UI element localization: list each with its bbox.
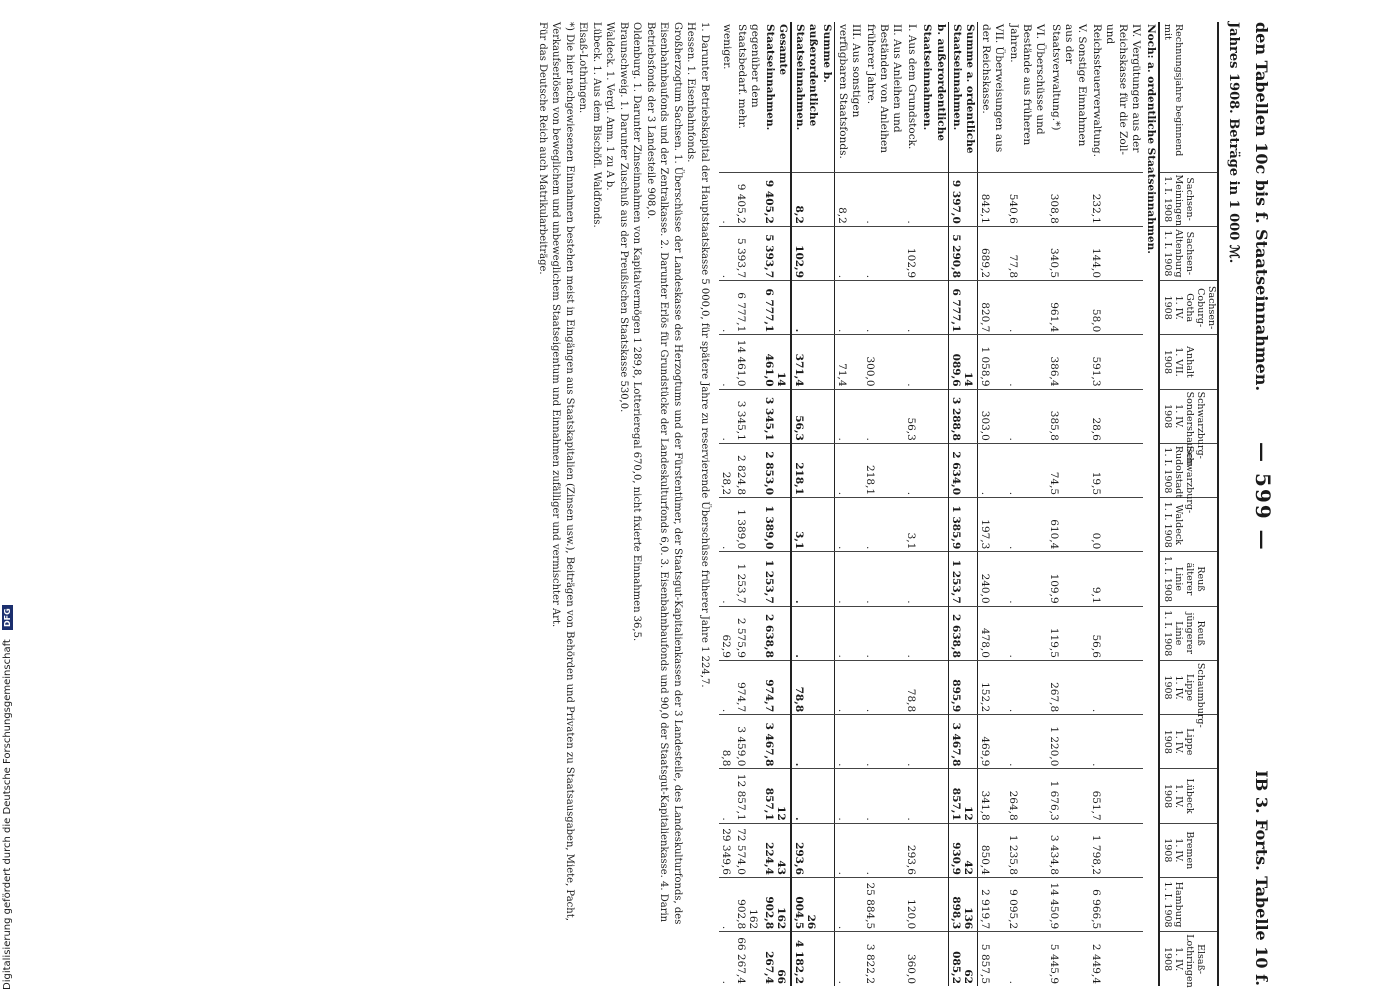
table-cell: [919, 606, 948, 660]
table-cell: 5 290,8: [948, 226, 977, 280]
table-cell: 540,6: [1006, 172, 1047, 226]
column-date: 1. IV. 1908: [1162, 404, 1185, 429]
table-cell: 3 288,8: [948, 389, 977, 443]
table-cell: 5 393,7: [734, 226, 762, 280]
footnote: Oldenburg. 1. Darunter Zinseinnahmen von Kapitalvermögen 1 289,8, Lotterieregal 670,0, nicht fixierte Einnahmen 36,5.: [631, 22, 643, 642]
column-header: [1159, 877, 1218, 931]
table-cell: 651,7: [1089, 769, 1144, 823]
table-cell: .: [719, 389, 734, 443]
table-cell: 478,0: [977, 606, 1006, 660]
table-cell: [919, 389, 948, 443]
table-cell: .: [791, 281, 834, 335]
column-header: [1159, 281, 1218, 335]
table-row: [904, 22, 919, 986]
row-label: b. außerordentliche Staatseinnahmen.: [921, 24, 947, 142]
table-cell: 232,1: [1089, 172, 1144, 226]
table-cell: 610,4: [1047, 498, 1088, 552]
table-cell: 2 638,8: [762, 606, 791, 660]
table-cell: 136 898,3: [948, 877, 977, 931]
table-cell: 12 857,1: [948, 769, 977, 823]
table-cell: 8,2: [791, 172, 834, 226]
table-cell: .: [791, 552, 834, 606]
table-cell: 3 822,2: [863, 932, 904, 986]
table-cell: 9 397,0: [948, 172, 977, 226]
column-date: 1. I. 1908: [1162, 176, 1174, 223]
table-cell: 1 253,7: [948, 552, 977, 606]
table-cell: 3 345,1: [734, 389, 762, 443]
table-cell: .: [863, 715, 904, 769]
table-cell: .: [791, 606, 834, 660]
table-cell: 340,5: [1047, 226, 1088, 280]
side-note-strip: [0, 0, 20, 1000]
table-cell: .: [834, 715, 863, 769]
table-cell: 19,5: [1089, 443, 1144, 497]
table-cell: 218,1: [863, 443, 904, 497]
table-cell: [919, 660, 948, 714]
header-right-title: IB 3. Forts. Tabelle 10 f.: [1252, 770, 1271, 986]
table-cell: .: [834, 660, 863, 714]
table-cell: .: [834, 552, 863, 606]
row-label: VI. Überschüsse und Bestände aus früheren Jahren.: [1008, 24, 1047, 146]
column-name: Bremen: [1184, 831, 1196, 870]
table-cell: 591,3: [1089, 335, 1144, 389]
table-cell: .: [863, 281, 904, 335]
table-cell: .: [719, 226, 734, 280]
table-cell: .: [719, 769, 734, 823]
table-cell: .: [1006, 281, 1047, 335]
table-cell: 14 450,9: [1047, 877, 1088, 931]
table-cell: 386,4: [1047, 335, 1088, 389]
table-cell: 3 467,8: [762, 715, 791, 769]
table-cell: 293,6: [791, 823, 834, 877]
table-cell: 1 798,2: [1089, 823, 1144, 877]
table-cell: 974,7: [734, 660, 762, 714]
table-cell: 28,6: [1089, 389, 1144, 443]
footnote: Lübeck. 1. Aus dem Bischöfl. Waldfonds.: [590, 22, 602, 228]
table-cell: [919, 226, 948, 280]
table-cell: 62 085,2: [948, 932, 977, 986]
table-cell: .: [719, 660, 734, 714]
table-cell: 9 405,2: [762, 172, 791, 226]
row-label: VII. Überweisungen aus der Reichskasse.: [979, 24, 1006, 153]
row-label: II. Aus Anleihen und Beständen von Anleihen früherer Jahre.: [864, 24, 904, 153]
column-name: Lippe: [1184, 728, 1196, 756]
table-cell: 1 385,9: [948, 498, 977, 552]
page-number: — 599 —: [1251, 442, 1275, 552]
column-header: [1159, 715, 1218, 769]
column-header: [1159, 932, 1218, 986]
table-cell: .: [863, 823, 904, 877]
table-cell: .: [719, 877, 734, 931]
table-cell: 14 461,0: [762, 335, 791, 389]
column-header: [1159, 660, 1218, 728]
table-cell: 842,1: [977, 172, 1006, 226]
table-cell: 1 253,7: [734, 552, 762, 606]
column-name: Hamburg: [1173, 881, 1185, 928]
table-cell: 6 777,1: [762, 281, 791, 335]
footnote: Elsaß-Lothringen.: [577, 22, 589, 114]
column-date: 1. I. 1908: [1162, 881, 1174, 928]
table-cell: 56,3: [791, 389, 834, 443]
table-cell: 385,8: [1047, 389, 1088, 443]
footnote: Für das Deutsche Reich auch Matrikularbeiträge.: [536, 22, 548, 275]
table-cell: .: [791, 769, 834, 823]
table-cell: 1 253,7: [762, 552, 791, 606]
column-header: [1159, 823, 1218, 877]
side-note-text: Digitalisierung gefördert durch die Deutsche Forschungsgemeinschaft: [2, 639, 13, 990]
table-cell: 1 058,9: [977, 335, 1006, 389]
column-name: Reuß jüngerer Linie: [1173, 612, 1207, 655]
table-cell: .: [863, 552, 904, 606]
table-cell: 5 857,5: [977, 932, 1006, 986]
footnote: Braunschweig. 1. Darunter Zuschuß aus der Preußischen Staatskasse 530,0.: [617, 22, 629, 413]
table-cell: 29 349,6: [719, 823, 734, 877]
table-cell: 119,5: [1047, 606, 1088, 660]
table-row: [863, 22, 904, 986]
table-cell: .: [791, 715, 834, 769]
table-cell: 3 459,0: [734, 715, 762, 769]
table-cell: 267,8: [1047, 660, 1088, 714]
table-row: [1006, 22, 1047, 986]
column-header: [1159, 769, 1218, 823]
table-cell: 58,0: [1089, 281, 1144, 335]
table-cell: 8,8: [719, 715, 734, 769]
table-cell: .: [1006, 660, 1047, 714]
table-cell: [919, 552, 948, 606]
table-cell: 6 777,1: [948, 281, 977, 335]
column-name: Waldeck: [1173, 504, 1185, 545]
table-cell: 77,8: [1006, 226, 1047, 280]
table-cell: [919, 443, 948, 497]
table-cell: 78,8: [904, 660, 919, 714]
table-cell: .: [863, 606, 904, 660]
table-cell: 0,0: [1089, 498, 1144, 552]
table-cell: 12 857,1: [762, 769, 791, 823]
table-cell: 72 574,0: [734, 823, 762, 877]
table-cell: 71,4: [834, 335, 863, 389]
table-cell: 2 449,4: [1089, 932, 1144, 986]
column-header: [1159, 172, 1218, 226]
table-cell: [919, 932, 948, 986]
table-cell: 162 902,8: [762, 877, 791, 931]
table-cell: 360,0: [904, 932, 919, 986]
column-name: Sachsen-Altenburg: [1173, 229, 1196, 278]
table-cell: 102,9: [904, 226, 919, 280]
table-row: [919, 22, 948, 986]
column-name: Schaumburg-Lippe: [1184, 662, 1207, 728]
table-cell: 293,6: [904, 823, 919, 877]
table-cell: 2 853,0: [762, 443, 791, 497]
table-cell: .: [904, 606, 919, 660]
header-left-title: den Tabellen 10c bis f. Staatseinnahmen.: [1252, 22, 1271, 392]
table-cell: [919, 769, 948, 823]
column-date: 1. I. 1908: [1162, 447, 1174, 494]
column-date: 1. I. 1908: [1162, 501, 1174, 548]
table-cell: .: [863, 226, 904, 280]
table-cell: [919, 877, 948, 931]
table-cell: .: [834, 769, 863, 823]
table-cell: [919, 498, 948, 552]
column-name: Schwarzburg-Rudolstadt: [1173, 445, 1196, 514]
table-cell: 341,8: [977, 769, 1006, 823]
column-date: 1. IV. 1908: [1162, 729, 1185, 754]
table-cell: 6 777,1: [734, 281, 762, 335]
main-title: Noch: a. ordentliche Staatseinnahmen.: [1145, 24, 1158, 254]
table-cell: 2 824,8: [734, 443, 762, 497]
table-cell: 42 930,9: [948, 823, 977, 877]
footnotes: [535, 22, 711, 986]
column-date: 1. I. 1908: [1162, 610, 1174, 657]
table-cell: .: [977, 443, 1006, 497]
table-cell: [919, 823, 948, 877]
column-header: [1159, 606, 1218, 660]
table-cell: 1 220,0: [1047, 715, 1088, 769]
label-header: Rechnungsjahre beginnend mit: [1159, 22, 1218, 172]
table-cell: 1 676,3: [1047, 769, 1088, 823]
table-cell: [919, 281, 948, 335]
table-cell: .: [719, 498, 734, 552]
table-cell: .: [719, 932, 734, 986]
table-row: [734, 22, 762, 986]
table-cell: 62,9: [719, 606, 734, 660]
table-cell: 689,2: [977, 226, 1006, 280]
table-cell: 218,1: [791, 443, 834, 497]
table-cell: 9 095,2: [1006, 877, 1047, 931]
table-cell: .: [1006, 335, 1047, 389]
row-label: Gesamte Staatseinnahmen.: [762, 22, 791, 172]
table-cell: 66 267,4: [762, 932, 791, 986]
table-cell: 162 902,8: [734, 877, 762, 931]
table-body: [719, 22, 1160, 986]
table-cell: 308,8: [1047, 172, 1088, 226]
table-cell: .: [834, 877, 863, 931]
table-cell: 820,7: [977, 281, 1006, 335]
table-cell: 264,8: [1006, 769, 1047, 823]
page-header: [1241, 22, 1281, 986]
column-name: Elsaß-Lothringen: [1184, 934, 1207, 988]
table-cell: 240,0: [977, 552, 1006, 606]
column-date: 1. IV. 1908: [1162, 947, 1185, 972]
column-name: Reuß älterer Linie: [1173, 562, 1207, 596]
column-header: [1159, 226, 1218, 280]
table-cell: .: [1089, 660, 1144, 714]
column-header: [1159, 552, 1218, 606]
table-cell: .: [1006, 443, 1047, 497]
side-note: [2, 0, 13, 990]
table-header-row: [1159, 22, 1218, 986]
table-cell: 144,0: [1089, 226, 1144, 280]
table-cell: 9 405,2: [734, 172, 762, 226]
table-cell: .: [834, 226, 863, 280]
footnote: Hessen. 1. Eisenbahnfonds.: [685, 22, 697, 163]
table-cell: .: [904, 172, 919, 226]
table-row: [948, 22, 977, 986]
column-date: 1. I. 1908: [1162, 230, 1174, 277]
table-cell: 120,0: [904, 877, 919, 931]
footnote: Waldeck. 1. Vergl. Anm. 1 zu A b.: [604, 22, 616, 191]
table-row: [719, 22, 734, 986]
table-cell: .: [904, 443, 919, 497]
column-date: 1. I. 1908: [1162, 555, 1174, 603]
row-label: V. Sonstige Einnahmen aus der Staatsverwaltung.*): [1049, 24, 1088, 147]
dfg-logo: DFG: [2, 605, 13, 630]
table-cell: 8,2: [834, 172, 863, 226]
table-cell: 109,9: [1047, 552, 1088, 606]
table-cell: .: [1006, 715, 1047, 769]
table-cell: 974,7: [762, 660, 791, 714]
column-name: Anhalt: [1184, 346, 1196, 378]
table-cell: .: [863, 769, 904, 823]
table-cell: 152,2: [977, 660, 1006, 714]
column-date: 1. IV. 1908: [1162, 295, 1185, 320]
row-label: IV. Vergütungen aus der Reichskasse für die Zoll- und Reichssteuerverwaltung.: [1090, 24, 1143, 157]
table-cell: 2 638,8: [948, 606, 977, 660]
row-label: Summe b. außerordentliche Staatseinnahmen.: [791, 22, 834, 172]
table-cell: .: [719, 172, 734, 226]
table-cell: .: [863, 498, 904, 552]
table-cell: 43 224,4: [762, 823, 791, 877]
table-cell: 895,9: [948, 660, 977, 714]
table-cell: 26 004,5: [791, 877, 834, 931]
table-cell: 1 389,0: [734, 498, 762, 552]
table-cell: .: [834, 281, 863, 335]
table-row: [791, 22, 834, 986]
table-cell: .: [1006, 932, 1047, 986]
table-cell: 3 434,8: [1047, 823, 1088, 877]
table-cell: [919, 335, 948, 389]
table-subtitle: Jahres 1908. Beträge in 1 000 ℳ.: [1226, 22, 1241, 264]
table-cell: .: [1006, 389, 1047, 443]
table-row: [1047, 22, 1088, 986]
table-row: [762, 22, 791, 986]
table-cell: .: [863, 389, 904, 443]
column-date: 1. IV. 1908: [1162, 783, 1185, 809]
column-name: Sachsen-Coburg-Gotha: [1184, 285, 1217, 330]
table-row: [977, 22, 1006, 986]
table-cell: .: [863, 660, 904, 714]
revenue-table: [719, 22, 1219, 986]
table-cell: 74,5: [1047, 443, 1088, 497]
column-date: 1. IV. 1908: [1162, 675, 1185, 700]
table-cell: .: [904, 335, 919, 389]
table-cell: .: [834, 498, 863, 552]
table-cell: 371,4: [791, 335, 834, 389]
table-cell: 56,6: [1089, 606, 1144, 660]
table-cell: 2 634,0: [948, 443, 977, 497]
table-cell: 56,3: [904, 389, 919, 443]
column-name: Lübeck: [1184, 778, 1196, 814]
footnote: *) Die hier nachgewiesenen Einnahmen bestehen meist in Eingängen aus Staatskapitalien (Zinsen usw.), Beiträgen von Behörden und Privaten zu Staatsausgaben, Miete, Pacht, Verkaufserlösen von beweglichem und unbeweglichem Staatseigentum und Einnahmen zufälliger und vermischter Art.: [550, 22, 575, 921]
table-cell: 28,2: [719, 443, 734, 497]
table-cell: .: [904, 769, 919, 823]
column-date: 1. IV. 1908: [1162, 838, 1185, 863]
table-cell: 6 966,5: [1089, 877, 1144, 931]
table-cell: .: [1006, 498, 1047, 552]
table-cell: 1 235,8: [1006, 823, 1047, 877]
table-cell: [919, 172, 948, 226]
table-cell: .: [904, 552, 919, 606]
table-cell: 303,0: [977, 389, 1006, 443]
table-cell: .: [904, 715, 919, 769]
table-cell: 961,4: [1047, 281, 1088, 335]
table-cell: 300,0: [863, 335, 904, 389]
table-cell: 3 467,8: [948, 715, 977, 769]
table-cell: 1 389,0: [762, 498, 791, 552]
row-label: Summe a. ordentliche Staatseinnahmen.: [948, 22, 977, 172]
table-cell: .: [834, 606, 863, 660]
table-cell: 469,9: [977, 715, 1006, 769]
table-cell: 78,8: [791, 660, 834, 714]
table-cell: 3 345,1: [762, 389, 791, 443]
column-header: [1159, 443, 1218, 514]
table-cell: 5 393,7: [762, 226, 791, 280]
table-cell: 14 089,6: [948, 335, 977, 389]
column-header: [1159, 335, 1218, 389]
table-cell: .: [719, 281, 734, 335]
row-label: III. Aus sonstigen verfügbaren Staatsfonds.: [836, 24, 862, 159]
table-cell: 2 575,9: [734, 606, 762, 660]
table-cell: .: [834, 823, 863, 877]
row-label: weniger.: [720, 24, 733, 70]
row-label: I. Aus dem Grundstock.: [906, 24, 919, 150]
table-row: [834, 22, 863, 986]
table-cell: 197,3: [977, 498, 1006, 552]
table-cell: .: [1006, 552, 1047, 606]
footnote: 1. Darunter Betriebskapital der Hauptstaatskasse 5 000,0, für spätere Jahre zu reservierende Überschüsse früherer Jahre 1 224,7.: [698, 22, 710, 688]
table-cell: 2 919,7: [977, 877, 1006, 931]
footnote: Großherzogtum Sachsen. 1. Überschüsse der Landeskasse des Herzogtums und der Fürstentümer, der Staatsgut-Kapitalienkassen der 3 Landesteile, des Landeskulturfonds, des Eisenbahnbaufonds und der Zentralkasse. 2. Darunter Erlös für Grundstücke der Landeskulturfonds 6,0. 3. Eisenbahnbaufonds und 90,0 der Staatsgut-Kapitalienkasse. 4. Darin Betriebsfonds der 3 Landesteile 908,0.: [644, 22, 683, 925]
table-cell: 850,4: [977, 823, 1006, 877]
column-name: Schwarzburg-Sondershausen: [1184, 391, 1207, 466]
table-cell: 12 857,1: [734, 769, 762, 823]
table-cell: .: [904, 281, 919, 335]
table-cell: .: [719, 552, 734, 606]
table-row: [1089, 22, 1144, 986]
main-title-row: [1143, 22, 1159, 986]
table-cell: 9,1: [1089, 552, 1144, 606]
column-date: 1. VII. 1908: [1162, 347, 1185, 377]
table-cell: .: [863, 172, 904, 226]
table-cell: [919, 715, 948, 769]
column-name: Sachsen-Meiningen: [1173, 174, 1196, 226]
column-header: [1159, 389, 1218, 466]
table-cell: .: [719, 335, 734, 389]
table-cell: 3,1: [791, 498, 834, 552]
table-cell: .: [1006, 606, 1047, 660]
table-cell: 14 461,0: [734, 335, 762, 389]
table-cell: 66 267,4: [734, 932, 762, 986]
table-cell: .: [834, 389, 863, 443]
table-cell: 25 884,5: [863, 877, 904, 931]
table-cell: .: [834, 443, 863, 497]
table-cell: 4 182,2: [791, 932, 834, 986]
table-cell: .: [1089, 715, 1144, 769]
table-cell: 3,1: [904, 498, 919, 552]
table-cell: 5 445,9: [1047, 932, 1088, 986]
row-label: gegenüber dem Staatsbedarf. mehr.: [735, 24, 761, 129]
table-cell: .: [834, 932, 863, 986]
table-cell: 102,9: [791, 226, 834, 280]
